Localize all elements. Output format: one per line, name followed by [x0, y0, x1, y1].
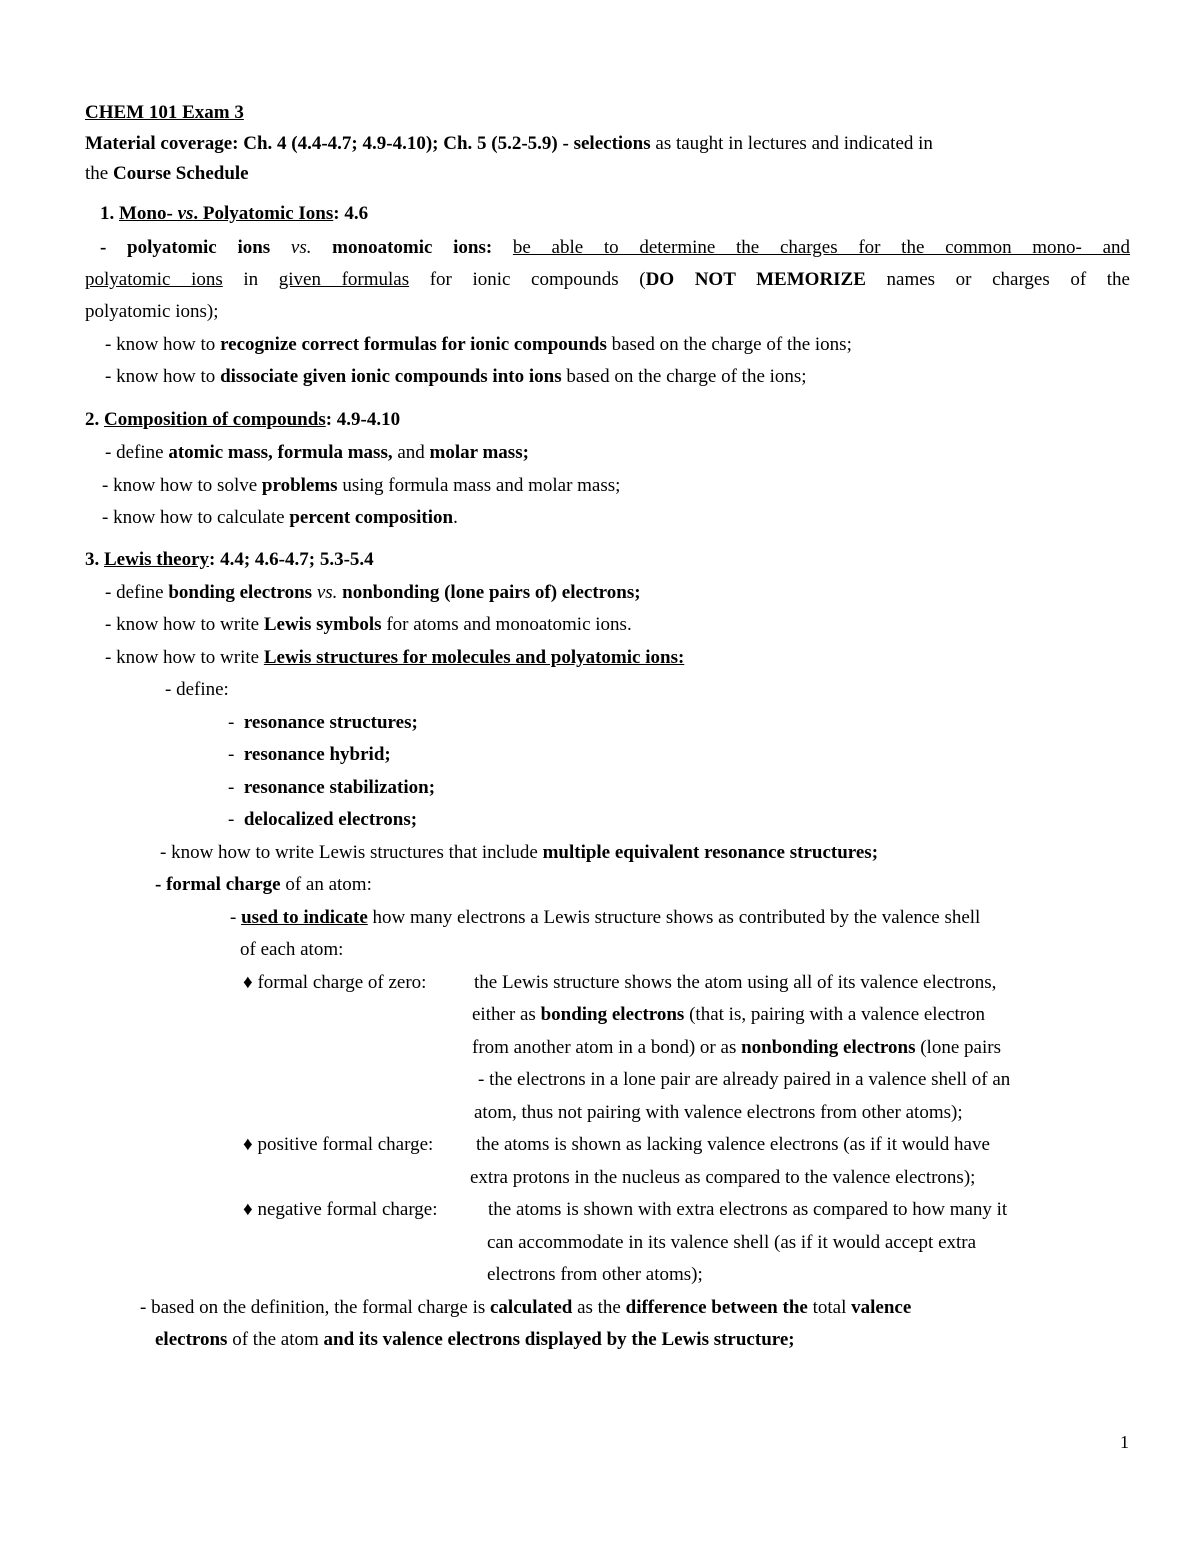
section-3-line-3: - know how to write Lewis structures for molecules and polyatomic ions:: [105, 647, 685, 668]
define-label: - define:: [165, 679, 229, 700]
section-1-heading: 1. Mono- vs. Polyatomic Ions: 4.6: [100, 203, 369, 224]
term-item: - delocalized electrons;: [228, 809, 418, 830]
used-to-indicate-line-2: of each atom:: [240, 939, 344, 960]
section-2-line-1: - define atomic mass, formula mass, and molar mass;: [105, 442, 529, 463]
negative-charge-text: the atoms is shown with extra electrons as compared to how many it: [488, 1199, 1008, 1220]
zero-charge-text: from another atom in a bond) or as nonbonding electrons (lone pairs: [472, 1037, 1001, 1058]
negative-charge-text: can accommodate in its valence shell (as if it would accept extra: [487, 1232, 977, 1253]
zero-charge-text: atom, thus not pairing with valence electrons from other atoms);: [474, 1102, 963, 1123]
section-1-line-5: - know how to dissociate given ionic compounds into ions based on the charge of the ions;: [105, 366, 807, 387]
section-2-line-2: - know how to solve problems using formula mass and molar mass;: [102, 475, 621, 496]
section-2-heading: 2. Composition of compounds: 4.9-4.10: [85, 409, 401, 430]
formal-charge-line: - formal charge of an atom:: [155, 874, 372, 895]
term-item: - resonance hybrid;: [228, 744, 391, 765]
positive-charge-text: extra protons in the nucleus as compared to the valence electrons);: [470, 1167, 976, 1188]
zero-charge-text: either as bonding electrons (that is, pairing with a valence electron: [472, 1004, 986, 1025]
zero-charge-text: the Lewis structure shows the atom using all of its valence electrons,: [474, 972, 997, 993]
zero-charge-label: ♦ formal charge of zero:: [243, 972, 427, 993]
coverage-line-2: the Course Schedule: [85, 163, 249, 184]
section-3-heading: 3. Lewis theory: 4.4; 4.6-4.7; 5.3-5.4: [85, 549, 374, 570]
term-item: - resonance stabilization;: [228, 777, 436, 798]
used-to-indicate-line: - used to indicate how many electrons a Lewis structure shows as contributed by the valence shell: [230, 907, 981, 928]
section-3-line-2: - know how to write Lewis symbols for atoms and monoatomic ions.: [105, 614, 632, 635]
section-2-line-3: - know how to calculate percent composition.: [102, 507, 458, 528]
coverage-line: Material coverage: Ch. 4 (4.4-4.7; 4.9-4.10); Ch. 5 (5.2-5.9) - selections as taught in lectures and indicated in: [85, 133, 933, 154]
page-title: CHEM 101 Exam 3: [85, 102, 244, 123]
term-item: - resonance structures;: [228, 712, 418, 733]
section-1-line-2: polyatomic ions in given formulas for ionic compounds (DO NOT MEMORIZE names or charges of the: [85, 269, 1130, 290]
calculation-line: - based on the definition, the formal charge is calculated as the difference between the total valence: [140, 1297, 912, 1318]
section-3-line-1: - define bonding electrons vs. nonbonding (lone pairs of) electrons;: [105, 582, 641, 603]
negative-charge-label: ♦ negative formal charge:: [243, 1199, 438, 1220]
section-1-line-3: polyatomic ions);: [85, 301, 219, 322]
positive-charge-label: ♦ positive formal charge:: [243, 1134, 434, 1155]
section-1-line-4: - know how to recognize correct formulas for ionic compounds based on the charge of the ions;: [105, 334, 852, 355]
zero-charge-text: - the electrons in a lone pair are already paired in a valence shell of an: [478, 1069, 1011, 1090]
positive-charge-text: the atoms is shown as lacking valence electrons (as if it would have: [476, 1134, 990, 1155]
negative-charge-text: electrons from other atoms);: [487, 1264, 703, 1285]
section-1-line-1: - polyatomic ions vs. monoatomic ions: be able to determine the charges for the common mono- and: [100, 237, 1131, 258]
section-3-line-4: - know how to write Lewis structures that include multiple equivalent resonance structures;: [160, 842, 879, 863]
calculation-line-2: electrons of the atom and its valence electrons displayed by the Lewis structure;: [155, 1329, 795, 1350]
page-number: 1: [1120, 1432, 1129, 1452]
